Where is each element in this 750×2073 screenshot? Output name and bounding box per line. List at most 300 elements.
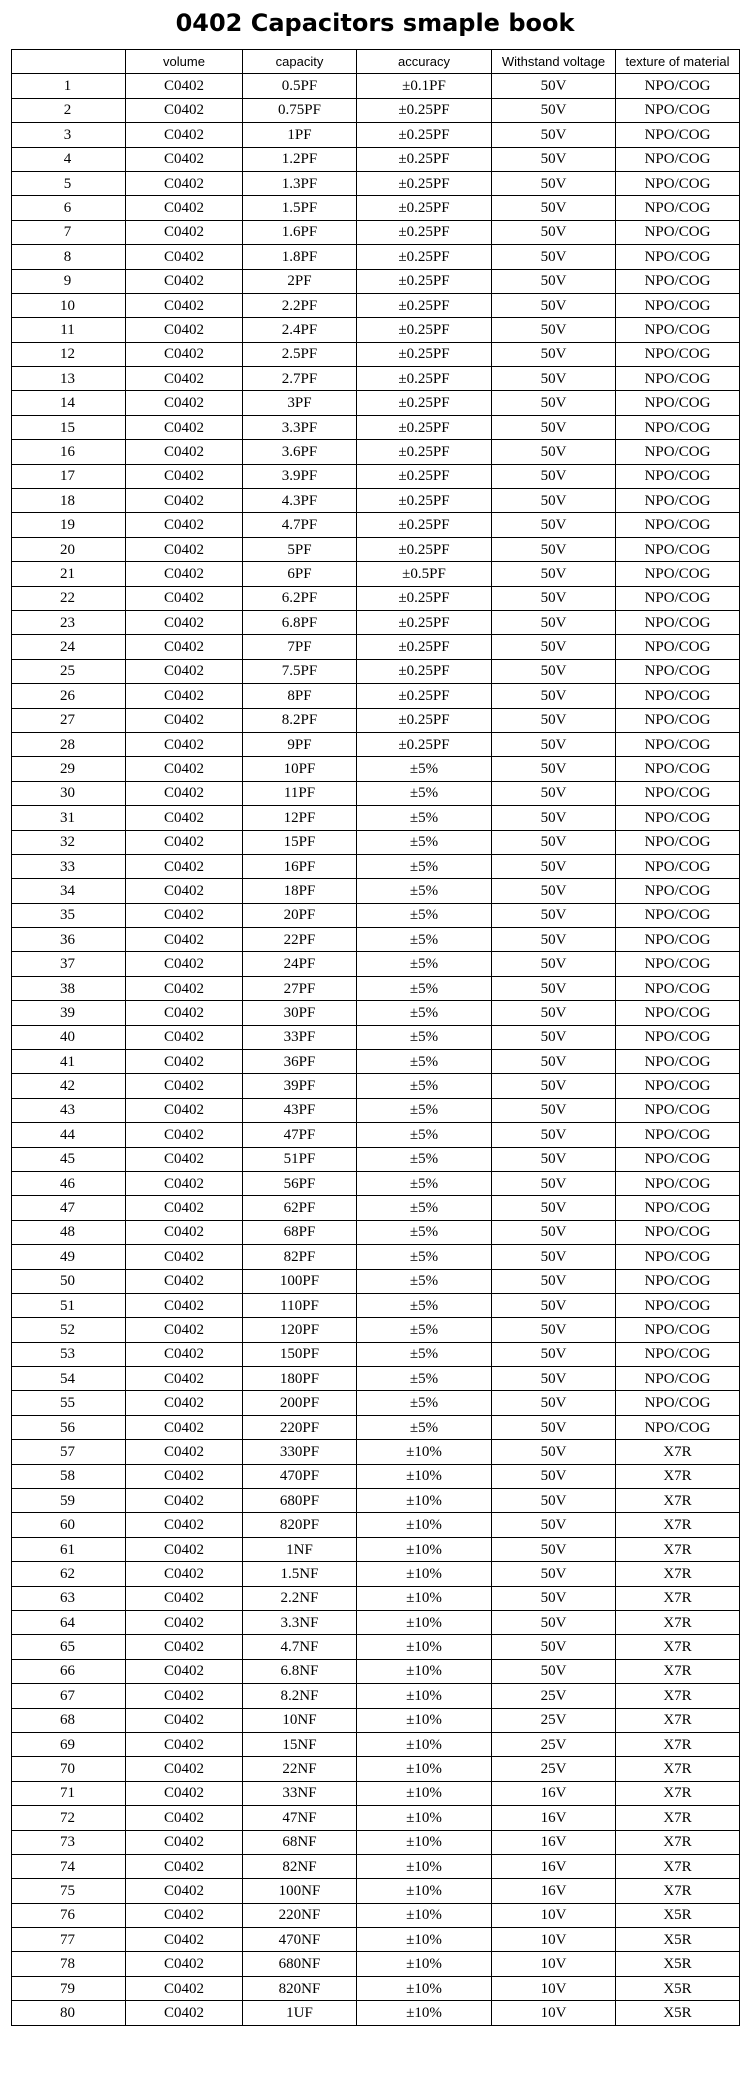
page-title: 0402 Capacitors smaple book	[175, 9, 575, 37]
cell-voltage: 50V	[492, 610, 616, 634]
table-row	[12, 1903, 740, 1927]
cell-voltage: 16V	[492, 1806, 616, 1830]
cell-accuracy: ±5%	[357, 806, 492, 830]
cell-material: X7R	[616, 1659, 740, 1683]
cell-material: NPO/COG	[616, 464, 740, 488]
cell-index: 32	[12, 830, 126, 854]
cell-material: X7R	[616, 1708, 740, 1732]
cell-index: 80	[12, 2001, 126, 2025]
cell-volume: C0402	[126, 293, 243, 317]
cell-index: 56	[12, 1415, 126, 1439]
cell-capacity: 43PF	[243, 1098, 357, 1122]
cell-voltage: 50V	[492, 903, 616, 927]
cell-index: 65	[12, 1635, 126, 1659]
cell-index: 12	[12, 342, 126, 366]
cell-material: NPO/COG	[616, 342, 740, 366]
cell-accuracy: ±0.25PF	[357, 171, 492, 195]
cell-index: 8	[12, 245, 126, 269]
cell-voltage: 50V	[492, 1318, 616, 1342]
cell-index: 43	[12, 1098, 126, 1122]
cell-volume: C0402	[126, 367, 243, 391]
cell-accuracy: ±10%	[357, 2001, 492, 2025]
cell-index: 51	[12, 1293, 126, 1317]
cell-material: NPO/COG	[616, 1025, 740, 1049]
cell-index: 17	[12, 464, 126, 488]
cell-voltage: 50V	[492, 1269, 616, 1293]
cell-capacity: 470NF	[243, 1928, 357, 1952]
cell-volume: C0402	[126, 489, 243, 513]
table-row	[12, 1659, 740, 1683]
cell-material: NPO/COG	[616, 1074, 740, 1098]
table-row	[12, 635, 740, 659]
cell-volume: C0402	[126, 1513, 243, 1537]
table-row	[12, 586, 740, 610]
table-row	[12, 1976, 740, 2000]
cell-volume: C0402	[126, 1245, 243, 1269]
cell-material: NPO/COG	[616, 781, 740, 805]
cell-accuracy: ±0.25PF	[357, 586, 492, 610]
cell-material: NPO/COG	[616, 1367, 740, 1391]
table-row	[12, 1830, 740, 1854]
cell-index: 36	[12, 928, 126, 952]
table-row	[12, 489, 740, 513]
cell-material: NPO/COG	[616, 171, 740, 195]
cell-capacity: 1.5PF	[243, 196, 357, 220]
cell-volume: C0402	[126, 1562, 243, 1586]
cell-material: NPO/COG	[616, 123, 740, 147]
cell-voltage: 50V	[492, 245, 616, 269]
table-row	[12, 903, 740, 927]
cell-material: NPO/COG	[616, 976, 740, 1000]
cell-material: NPO/COG	[616, 318, 740, 342]
cell-capacity: 7PF	[243, 635, 357, 659]
cell-capacity: 1.8PF	[243, 245, 357, 269]
cell-voltage: 10V	[492, 2001, 616, 2025]
cell-volume: C0402	[126, 1342, 243, 1366]
cell-index: 63	[12, 1586, 126, 1610]
cell-index: 74	[12, 1854, 126, 1878]
table-row	[12, 1293, 740, 1317]
cell-material: X7R	[616, 1806, 740, 1830]
table-row	[12, 1562, 740, 1586]
table-row	[12, 1513, 740, 1537]
cell-voltage: 50V	[492, 1415, 616, 1439]
cell-voltage: 16V	[492, 1781, 616, 1805]
cell-capacity: 47PF	[243, 1123, 357, 1147]
cell-volume: C0402	[126, 1854, 243, 1878]
cell-capacity: 2PF	[243, 269, 357, 293]
cell-capacity: 10NF	[243, 1708, 357, 1732]
cell-capacity: 200PF	[243, 1391, 357, 1415]
cell-volume: C0402	[126, 1001, 243, 1025]
cell-capacity: 120PF	[243, 1318, 357, 1342]
cell-capacity: 27PF	[243, 976, 357, 1000]
cell-index: 35	[12, 903, 126, 927]
cell-index: 2	[12, 98, 126, 122]
table-row	[12, 1074, 740, 1098]
cell-accuracy: ±0.25PF	[357, 196, 492, 220]
table-row	[12, 293, 740, 317]
cell-material: NPO/COG	[616, 245, 740, 269]
table-row	[12, 1879, 740, 1903]
cell-accuracy: ±10%	[357, 1611, 492, 1635]
cell-index: 11	[12, 318, 126, 342]
capacitor-table	[11, 49, 740, 2026]
cell-accuracy: ±0.25PF	[357, 318, 492, 342]
table-row	[12, 220, 740, 244]
cell-index: 78	[12, 1952, 126, 1976]
cell-material: X7R	[616, 1781, 740, 1805]
cell-material: NPO/COG	[616, 635, 740, 659]
cell-accuracy: ±5%	[357, 1050, 492, 1074]
cell-voltage: 16V	[492, 1830, 616, 1854]
cell-accuracy: ±10%	[357, 1562, 492, 1586]
header-accuracy: accuracy	[357, 50, 492, 74]
cell-capacity: 2.7PF	[243, 367, 357, 391]
cell-capacity: 33NF	[243, 1781, 357, 1805]
cell-accuracy: ±0.25PF	[357, 489, 492, 513]
table-row	[12, 1489, 740, 1513]
cell-material: NPO/COG	[616, 757, 740, 781]
cell-accuracy: ±0.25PF	[357, 537, 492, 561]
cell-material: NPO/COG	[616, 489, 740, 513]
table-row	[12, 952, 740, 976]
cell-capacity: 470PF	[243, 1464, 357, 1488]
cell-voltage: 50V	[492, 1342, 616, 1366]
cell-voltage: 50V	[492, 928, 616, 952]
cell-index: 40	[12, 1025, 126, 1049]
cell-volume: C0402	[126, 269, 243, 293]
cell-capacity: 8PF	[243, 684, 357, 708]
table-row	[12, 684, 740, 708]
cell-index: 18	[12, 489, 126, 513]
cell-accuracy: ±0.5PF	[357, 562, 492, 586]
cell-voltage: 50V	[492, 318, 616, 342]
cell-capacity: 2.2PF	[243, 293, 357, 317]
table-row	[12, 781, 740, 805]
cell-volume: C0402	[126, 2001, 243, 2025]
cell-accuracy: ±0.25PF	[357, 610, 492, 634]
cell-volume: C0402	[126, 586, 243, 610]
cell-capacity: 3.3PF	[243, 415, 357, 439]
cell-accuracy: ±5%	[357, 1025, 492, 1049]
cell-material: X7R	[616, 1537, 740, 1561]
cell-accuracy: ±5%	[357, 830, 492, 854]
cell-accuracy: ±0.25PF	[357, 269, 492, 293]
cell-capacity: 11PF	[243, 781, 357, 805]
cell-volume: C0402	[126, 1952, 243, 1976]
cell-material: NPO/COG	[616, 1220, 740, 1244]
cell-index: 26	[12, 684, 126, 708]
table-row	[12, 1367, 740, 1391]
table-body	[12, 74, 740, 2025]
header-capacity: capacity	[243, 50, 357, 74]
cell-index: 25	[12, 659, 126, 683]
cell-volume: C0402	[126, 1196, 243, 1220]
table-row	[12, 879, 740, 903]
cell-index: 50	[12, 1269, 126, 1293]
cell-index: 55	[12, 1391, 126, 1415]
cell-material: X7R	[616, 1854, 740, 1878]
cell-capacity: 47NF	[243, 1806, 357, 1830]
cell-volume: C0402	[126, 635, 243, 659]
cell-voltage: 50V	[492, 1537, 616, 1561]
cell-accuracy: ±10%	[357, 1976, 492, 2000]
cell-material: NPO/COG	[616, 1098, 740, 1122]
cell-voltage: 50V	[492, 1098, 616, 1122]
cell-capacity: 30PF	[243, 1001, 357, 1025]
cell-accuracy: ±5%	[357, 1220, 492, 1244]
cell-index: 68	[12, 1708, 126, 1732]
cell-volume: C0402	[126, 757, 243, 781]
cell-voltage: 50V	[492, 1220, 616, 1244]
table-row	[12, 464, 740, 488]
cell-index: 73	[12, 1830, 126, 1854]
cell-voltage: 50V	[492, 440, 616, 464]
table-row	[12, 245, 740, 269]
cell-voltage: 50V	[492, 879, 616, 903]
table-row	[12, 757, 740, 781]
cell-index: 38	[12, 976, 126, 1000]
cell-volume: C0402	[126, 245, 243, 269]
cell-capacity: 8.2NF	[243, 1684, 357, 1708]
table-row	[12, 147, 740, 171]
cell-accuracy: ±0.25PF	[357, 732, 492, 756]
cell-capacity: 680PF	[243, 1489, 357, 1513]
cell-accuracy: ±5%	[357, 1415, 492, 1439]
cell-capacity: 20PF	[243, 903, 357, 927]
cell-volume: C0402	[126, 781, 243, 805]
cell-material: NPO/COG	[616, 879, 740, 903]
cell-capacity: 10PF	[243, 757, 357, 781]
cell-accuracy: ±5%	[357, 976, 492, 1000]
cell-voltage: 50V	[492, 1440, 616, 1464]
cell-volume: C0402	[126, 1708, 243, 1732]
table-row	[12, 1245, 740, 1269]
cell-material: NPO/COG	[616, 830, 740, 854]
cell-voltage: 50V	[492, 147, 616, 171]
cell-accuracy: ±5%	[357, 879, 492, 903]
cell-accuracy: ±10%	[357, 1489, 492, 1513]
cell-voltage: 10V	[492, 1928, 616, 1952]
cell-material: NPO/COG	[616, 196, 740, 220]
cell-material: NPO/COG	[616, 708, 740, 732]
cell-volume: C0402	[126, 879, 243, 903]
cell-material: NPO/COG	[616, 1245, 740, 1269]
cell-accuracy: ±5%	[357, 1171, 492, 1195]
cell-volume: C0402	[126, 98, 243, 122]
cell-index: 20	[12, 537, 126, 561]
cell-accuracy: ±0.25PF	[357, 220, 492, 244]
cell-voltage: 50V	[492, 171, 616, 195]
cell-index: 42	[12, 1074, 126, 1098]
cell-volume: C0402	[126, 1659, 243, 1683]
cell-capacity: 15PF	[243, 830, 357, 854]
table-row	[12, 928, 740, 952]
cell-capacity: 22PF	[243, 928, 357, 952]
cell-capacity: 6.8NF	[243, 1659, 357, 1683]
cell-capacity: 1.5NF	[243, 1562, 357, 1586]
cell-volume: C0402	[126, 1220, 243, 1244]
cell-accuracy: ±0.25PF	[357, 367, 492, 391]
cell-accuracy: ±5%	[357, 1269, 492, 1293]
cell-material: NPO/COG	[616, 1318, 740, 1342]
cell-material: NPO/COG	[616, 293, 740, 317]
cell-accuracy: ±10%	[357, 1732, 492, 1756]
table-row	[12, 1220, 740, 1244]
cell-voltage: 50V	[492, 684, 616, 708]
cell-voltage: 50V	[492, 854, 616, 878]
table-row	[12, 1854, 740, 1878]
cell-index: 79	[12, 1976, 126, 2000]
cell-accuracy: ±10%	[357, 1586, 492, 1610]
cell-index: 24	[12, 635, 126, 659]
cell-material: X5R	[616, 1903, 740, 1927]
cell-volume: C0402	[126, 1489, 243, 1513]
cell-volume: C0402	[126, 1025, 243, 1049]
cell-capacity: 680NF	[243, 1952, 357, 1976]
cell-voltage: 50V	[492, 415, 616, 439]
cell-volume: C0402	[126, 1879, 243, 1903]
cell-material: X5R	[616, 1928, 740, 1952]
cell-accuracy: ±10%	[357, 1854, 492, 1878]
cell-capacity: 820NF	[243, 1976, 357, 2000]
table-row	[12, 708, 740, 732]
cell-capacity: 24PF	[243, 952, 357, 976]
cell-volume: C0402	[126, 708, 243, 732]
cell-accuracy: ±0.25PF	[357, 659, 492, 683]
cell-index: 59	[12, 1489, 126, 1513]
cell-material: X7R	[616, 1732, 740, 1756]
cell-capacity: 16PF	[243, 854, 357, 878]
cell-capacity: 110PF	[243, 1293, 357, 1317]
cell-accuracy: ±5%	[357, 854, 492, 878]
cell-index: 1	[12, 74, 126, 98]
cell-capacity: 39PF	[243, 1074, 357, 1098]
cell-accuracy: ±0.25PF	[357, 98, 492, 122]
cell-volume: C0402	[126, 1830, 243, 1854]
cell-capacity: 6.2PF	[243, 586, 357, 610]
cell-index: 70	[12, 1757, 126, 1781]
cell-accuracy: ±10%	[357, 1513, 492, 1537]
cell-accuracy: ±5%	[357, 1318, 492, 1342]
cell-capacity: 5PF	[243, 537, 357, 561]
cell-index: 15	[12, 415, 126, 439]
cell-accuracy: ±5%	[357, 1245, 492, 1269]
cell-index: 19	[12, 513, 126, 537]
cell-material: NPO/COG	[616, 562, 740, 586]
cell-index: 28	[12, 732, 126, 756]
cell-capacity: 51PF	[243, 1147, 357, 1171]
cell-accuracy: ±0.25PF	[357, 415, 492, 439]
cell-accuracy: ±10%	[357, 1903, 492, 1927]
table-row	[12, 1196, 740, 1220]
cell-material: NPO/COG	[616, 147, 740, 171]
cell-capacity: 180PF	[243, 1367, 357, 1391]
cell-volume: C0402	[126, 1415, 243, 1439]
cell-material: NPO/COG	[616, 1123, 740, 1147]
header-index	[12, 50, 126, 74]
cell-voltage: 50V	[492, 1001, 616, 1025]
cell-voltage: 50V	[492, 74, 616, 98]
cell-material: NPO/COG	[616, 1147, 740, 1171]
cell-accuracy: ±5%	[357, 1001, 492, 1025]
cell-material: NPO/COG	[616, 928, 740, 952]
cell-index: 75	[12, 1879, 126, 1903]
table-row	[12, 171, 740, 195]
cell-accuracy: ±0.25PF	[357, 147, 492, 171]
cell-accuracy: ±0.25PF	[357, 464, 492, 488]
cell-index: 21	[12, 562, 126, 586]
cell-capacity: 1PF	[243, 123, 357, 147]
cell-material: NPO/COG	[616, 367, 740, 391]
cell-index: 10	[12, 293, 126, 317]
cell-voltage: 50V	[492, 1367, 616, 1391]
cell-volume: C0402	[126, 513, 243, 537]
cell-volume: C0402	[126, 1269, 243, 1293]
cell-material: X7R	[616, 1611, 740, 1635]
cell-voltage: 50V	[492, 1171, 616, 1195]
cell-capacity: 3.9PF	[243, 464, 357, 488]
table-row	[12, 196, 740, 220]
cell-accuracy: ±5%	[357, 1196, 492, 1220]
cell-volume: C0402	[126, 1050, 243, 1074]
cell-volume: C0402	[126, 1732, 243, 1756]
cell-voltage: 50V	[492, 293, 616, 317]
cell-accuracy: ±0.25PF	[357, 342, 492, 366]
cell-volume: C0402	[126, 1976, 243, 2000]
cell-material: X7R	[616, 1464, 740, 1488]
table-row	[12, 1806, 740, 1830]
cell-index: 29	[12, 757, 126, 781]
table-row	[12, 1684, 740, 1708]
table-row	[12, 1952, 740, 1976]
cell-index: 22	[12, 586, 126, 610]
cell-material: NPO/COG	[616, 659, 740, 683]
table-row	[12, 342, 740, 366]
cell-material: X7R	[616, 1489, 740, 1513]
cell-material: X7R	[616, 1684, 740, 1708]
cell-index: 53	[12, 1342, 126, 1366]
cell-index: 58	[12, 1464, 126, 1488]
cell-capacity: 36PF	[243, 1050, 357, 1074]
table-row	[12, 562, 740, 586]
cell-voltage: 50V	[492, 367, 616, 391]
cell-material: NPO/COG	[616, 415, 740, 439]
table-row	[12, 1537, 740, 1561]
cell-volume: C0402	[126, 1367, 243, 1391]
table-row	[12, 123, 740, 147]
cell-volume: C0402	[126, 1098, 243, 1122]
cell-index: 39	[12, 1001, 126, 1025]
cell-material: NPO/COG	[616, 513, 740, 537]
cell-material: NPO/COG	[616, 854, 740, 878]
table-row	[12, 1635, 740, 1659]
cell-accuracy: ±5%	[357, 1074, 492, 1098]
cell-accuracy: ±5%	[357, 1391, 492, 1415]
cell-capacity: 100NF	[243, 1879, 357, 1903]
cell-volume: C0402	[126, 440, 243, 464]
cell-accuracy: ±10%	[357, 1830, 492, 1854]
cell-voltage: 50V	[492, 1196, 616, 1220]
cell-voltage: 50V	[492, 98, 616, 122]
cell-volume: C0402	[126, 1123, 243, 1147]
cell-volume: C0402	[126, 830, 243, 854]
table-row	[12, 513, 740, 537]
cell-volume: C0402	[126, 976, 243, 1000]
cell-material: X7R	[616, 1830, 740, 1854]
cell-index: 5	[12, 171, 126, 195]
